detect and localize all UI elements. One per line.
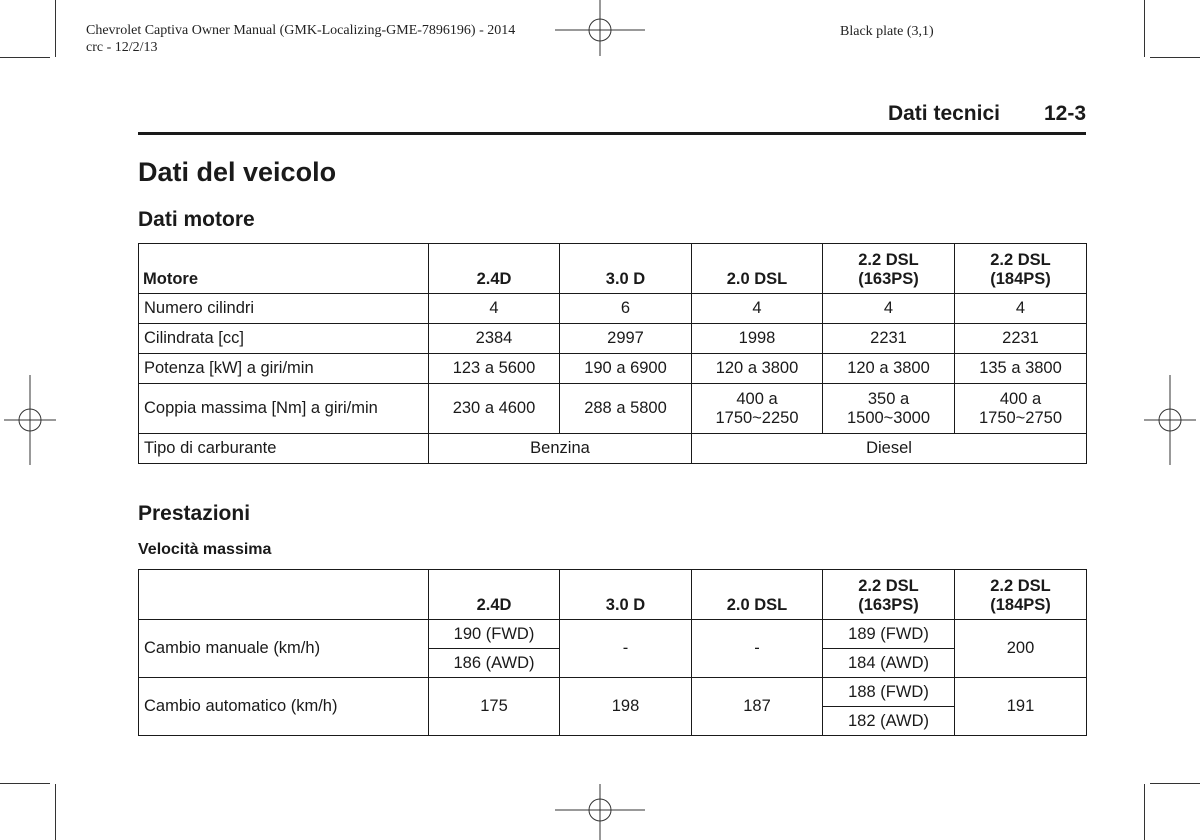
table-cell: 135 a 3800: [955, 354, 1087, 384]
table-cell: 2997: [560, 324, 692, 354]
top-speed-heading: Velocità massima: [138, 541, 272, 558]
row-label: Coppia massima [Nm] a giri/min: [139, 384, 429, 434]
performance-table: [138, 569, 1087, 736]
engine-col-header: 2.4D: [429, 244, 560, 294]
print-meta-line1: Chevrolet Captiva Owner Manual (GMK-Localizing-GME-7896196) - 2014: [86, 23, 516, 38]
row-label: Numero cilindri: [139, 294, 429, 324]
table-cell: 4: [823, 294, 955, 324]
crop-mark-tl-h: [0, 57, 50, 58]
crop-mark-tl-v: [55, 0, 56, 57]
table-cell: -: [560, 620, 692, 678]
engine-col-header: 2.0 DSL: [692, 244, 823, 294]
row-label: Cilindrata [cc]: [139, 324, 429, 354]
fuel-row: [139, 434, 1087, 464]
crop-mark-tr-h: [1150, 57, 1200, 58]
row-label: Potenza [kW] a giri/min: [139, 354, 429, 384]
table-cell: 120 a 3800: [692, 354, 823, 384]
table-row: [139, 354, 1087, 384]
table-cell: 182 (AWD): [823, 707, 955, 736]
row-label: Cambio manuale (km/h): [139, 620, 429, 678]
table-cell: 2231: [823, 324, 955, 354]
engine-table: [138, 243, 1087, 464]
table-cell: 2384: [429, 324, 560, 354]
table-cell: 186 (AWD): [429, 649, 560, 678]
print-meta-line2: crc - 12/2/13: [86, 40, 158, 55]
table-cell: 200: [955, 620, 1087, 678]
performance-col-header: [139, 570, 429, 620]
plate-label: Black plate (3,1): [840, 24, 934, 39]
crop-mark-tr-v: [1144, 0, 1145, 57]
page-title: Dati del veicolo: [138, 157, 337, 187]
registration-mark-bottom-icon: [550, 780, 650, 840]
table-cell: 190 a 6900: [560, 354, 692, 384]
page-number: 12-3: [1043, 102, 1086, 125]
performance-col-header: 3.0 D: [560, 570, 692, 620]
performance-col-header: 2.2 DSL (184PS): [955, 570, 1087, 620]
table-cell: 184 (AWD): [823, 649, 955, 678]
table-cell: 6: [560, 294, 692, 324]
table-cell: 198: [560, 678, 692, 736]
performance-header-row: [139, 570, 1087, 620]
table-row: [139, 620, 1087, 649]
table-cell: 4: [692, 294, 823, 324]
engine-col-header: 3.0 D: [560, 244, 692, 294]
engine-heading: Dati motore: [138, 208, 255, 231]
page-header: [138, 98, 1086, 135]
table-cell: -: [692, 620, 823, 678]
table-cell: 4: [955, 294, 1087, 324]
table-cell: 191: [955, 678, 1087, 736]
table-row: [139, 324, 1087, 354]
print-meta: [86, 22, 515, 56]
engine-col-header: 2.2 DSL (184PS): [955, 244, 1087, 294]
table-row: [139, 294, 1087, 324]
table-cell: 288 a 5800: [560, 384, 692, 434]
registration-mark-right-icon: [1140, 370, 1200, 470]
engine-col-header: Motore: [139, 244, 429, 294]
crop-mark-br-v: [1144, 784, 1145, 840]
table-cell: 123 a 5600: [429, 354, 560, 384]
table-cell: 350 a 1500~3000: [823, 384, 955, 434]
fuel-diesel-cell: Diesel: [692, 434, 1087, 464]
table-cell: 400 a 1750~2250: [692, 384, 823, 434]
registration-mark-top-icon: [550, 0, 650, 60]
performance-heading: Prestazioni: [138, 502, 251, 525]
engine-col-header: 2.2 DSL (163PS): [823, 244, 955, 294]
performance-col-header: 2.4D: [429, 570, 560, 620]
table-row: [139, 678, 1087, 707]
table-row: [139, 384, 1087, 434]
table-cell: 189 (FWD): [823, 620, 955, 649]
table-cell: 187: [692, 678, 823, 736]
row-label: Cambio automatico (km/h): [139, 678, 429, 736]
registration-mark-left-icon: [0, 370, 60, 470]
performance-col-header: 2.2 DSL (163PS): [823, 570, 955, 620]
table-cell: 120 a 3800: [823, 354, 955, 384]
crop-mark-br-h: [1150, 783, 1200, 784]
row-label: Tipo di carburante: [139, 434, 429, 464]
table-cell: 2231: [955, 324, 1087, 354]
crop-mark-bl-v: [55, 784, 56, 840]
engine-header-row: [139, 244, 1087, 294]
table-cell: 1998: [692, 324, 823, 354]
performance-col-header: 2.0 DSL: [692, 570, 823, 620]
table-cell: 400 a 1750~2750: [955, 384, 1087, 434]
table-cell: 188 (FWD): [823, 678, 955, 707]
table-cell: 4: [429, 294, 560, 324]
fuel-petrol-cell: Benzina: [429, 434, 692, 464]
table-cell: 230 a 4600: [429, 384, 560, 434]
table-cell: 190 (FWD): [429, 620, 560, 649]
section-title: Dati tecnici: [887, 102, 1000, 125]
crop-mark-bl-h: [0, 783, 50, 784]
table-cell: 175: [429, 678, 560, 736]
